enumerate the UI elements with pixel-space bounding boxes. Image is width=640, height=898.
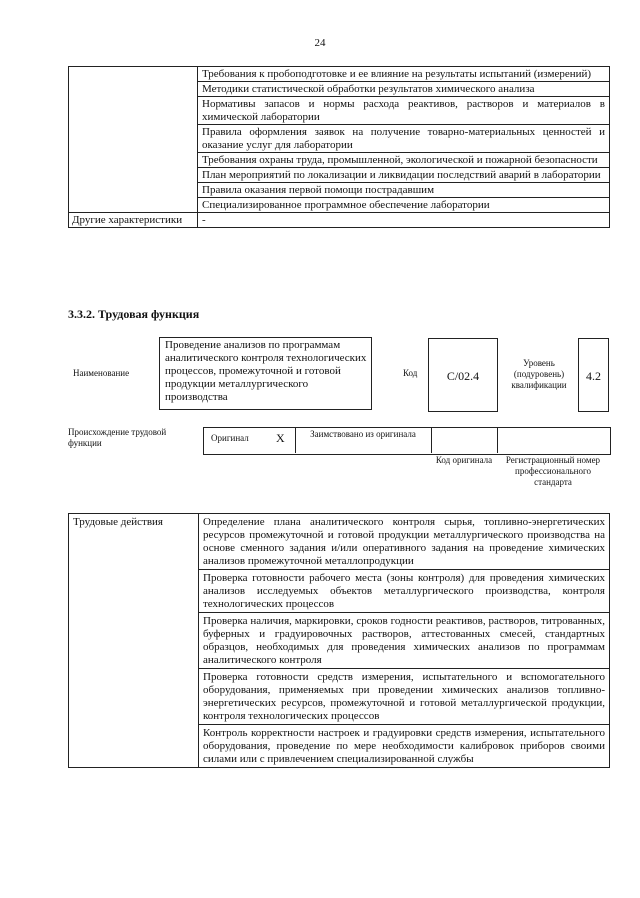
level-value: 4.2 <box>578 338 609 412</box>
divider <box>497 427 498 453</box>
original-mark: X <box>276 431 285 445</box>
action-cell: Определение плана аналитического контроля сырья, топливно-энергетических ресурсов промежуточной и готовой продукции металлургического производства на основе сменного задания и/или оперативного задания на проведение химических анализов промежуточной металлопродукции <box>199 514 610 570</box>
labor-actions-table <box>68 513 610 768</box>
requirement-cell: Правила оказания первой помощи пострадавшим <box>198 183 610 198</box>
original-label: Оригинал <box>211 433 249 443</box>
code-label: Код <box>403 368 418 378</box>
requirement-cell: Требования к пробоподготовке и ее влияние на результаты испытаний (измерений) <box>198 67 610 82</box>
action-cell: Проверка готовности рабочего места (зоны контроля) для проведения химических анализов исследуемых объектов металлургического производства, контроля технологических процессов <box>199 570 610 613</box>
action-cell: Контроль корректности настроек и градуировки средств измерения, испытательного оборудования, проведение по мере необходимости калибровок приборов своими силами или с привлечением специализированной службы <box>199 725 610 768</box>
page-number: 24 <box>314 37 326 49</box>
requirement-cell: Методики статистической обработки результатов химического анализа <box>198 82 610 97</box>
table-row <box>69 213 610 228</box>
origin-label: Происхождение трудовой функции <box>68 427 167 448</box>
requirement-cell: Требования охраны труда, промышленной, экологической и пожарной безопасности <box>198 153 610 168</box>
name-label: Наименование <box>73 368 130 378</box>
requirement-cell: Специализированное программное обеспечение лаборатории <box>198 198 610 213</box>
requirements-table <box>68 66 610 228</box>
requirement-cell: Нормативы запасов и нормы расхода реактивов, растворов и материалов в химической лаборатории <box>198 97 610 125</box>
table-row <box>69 514 610 570</box>
row-label <box>69 67 198 213</box>
registration-number-caption: Регистрационный номер профессионального стандарта <box>505 455 601 487</box>
other-characteristics-value: - <box>198 213 610 228</box>
action-cell: Проверка готовности средств измерения, испытательного и вспомогательного оборудования, применяемых при проведении химических анализов топливно-энергетических ресурсов, промежуточной и готовой металлургической продукции, контроля технологических процессов <box>199 669 610 725</box>
divider <box>295 427 296 453</box>
code-original-caption: Код оригинала <box>435 455 493 465</box>
requirement-cell: Правила оформления заявок на получение товарно-материальных ценностей и оказание услуг для лаборатории <box>198 125 610 153</box>
other-characteristics-label: Другие характеристики <box>69 213 198 228</box>
borrowed-label: Заимствовано из оригинала <box>310 429 416 439</box>
requirement-cell: План мероприятий по локализации и ликвидации последствий аварий в лаборатории <box>198 168 610 183</box>
section-title: 3.3.2. Трудовая функция <box>68 307 200 321</box>
level-label: Уровень (подуровень) квалификации <box>511 358 567 390</box>
labor-actions-label: Трудовые действия <box>69 514 199 768</box>
table-row <box>69 67 610 82</box>
action-cell: Проверка наличия, маркировки, сроков годности реактивов, растворов, титрованных, буферных и градуировочных растворов, аттестованных смесей, стандартных образцов, необходимых для проведения химических анализов по программам аналитического контроля <box>199 613 610 669</box>
function-name-value: Проведение анализов по программам аналитического контроля технологических процессов, промежуточной и готовой продукции металлургического производства <box>159 337 372 410</box>
divider <box>431 427 432 453</box>
function-code-value: С/02.4 <box>428 338 498 412</box>
